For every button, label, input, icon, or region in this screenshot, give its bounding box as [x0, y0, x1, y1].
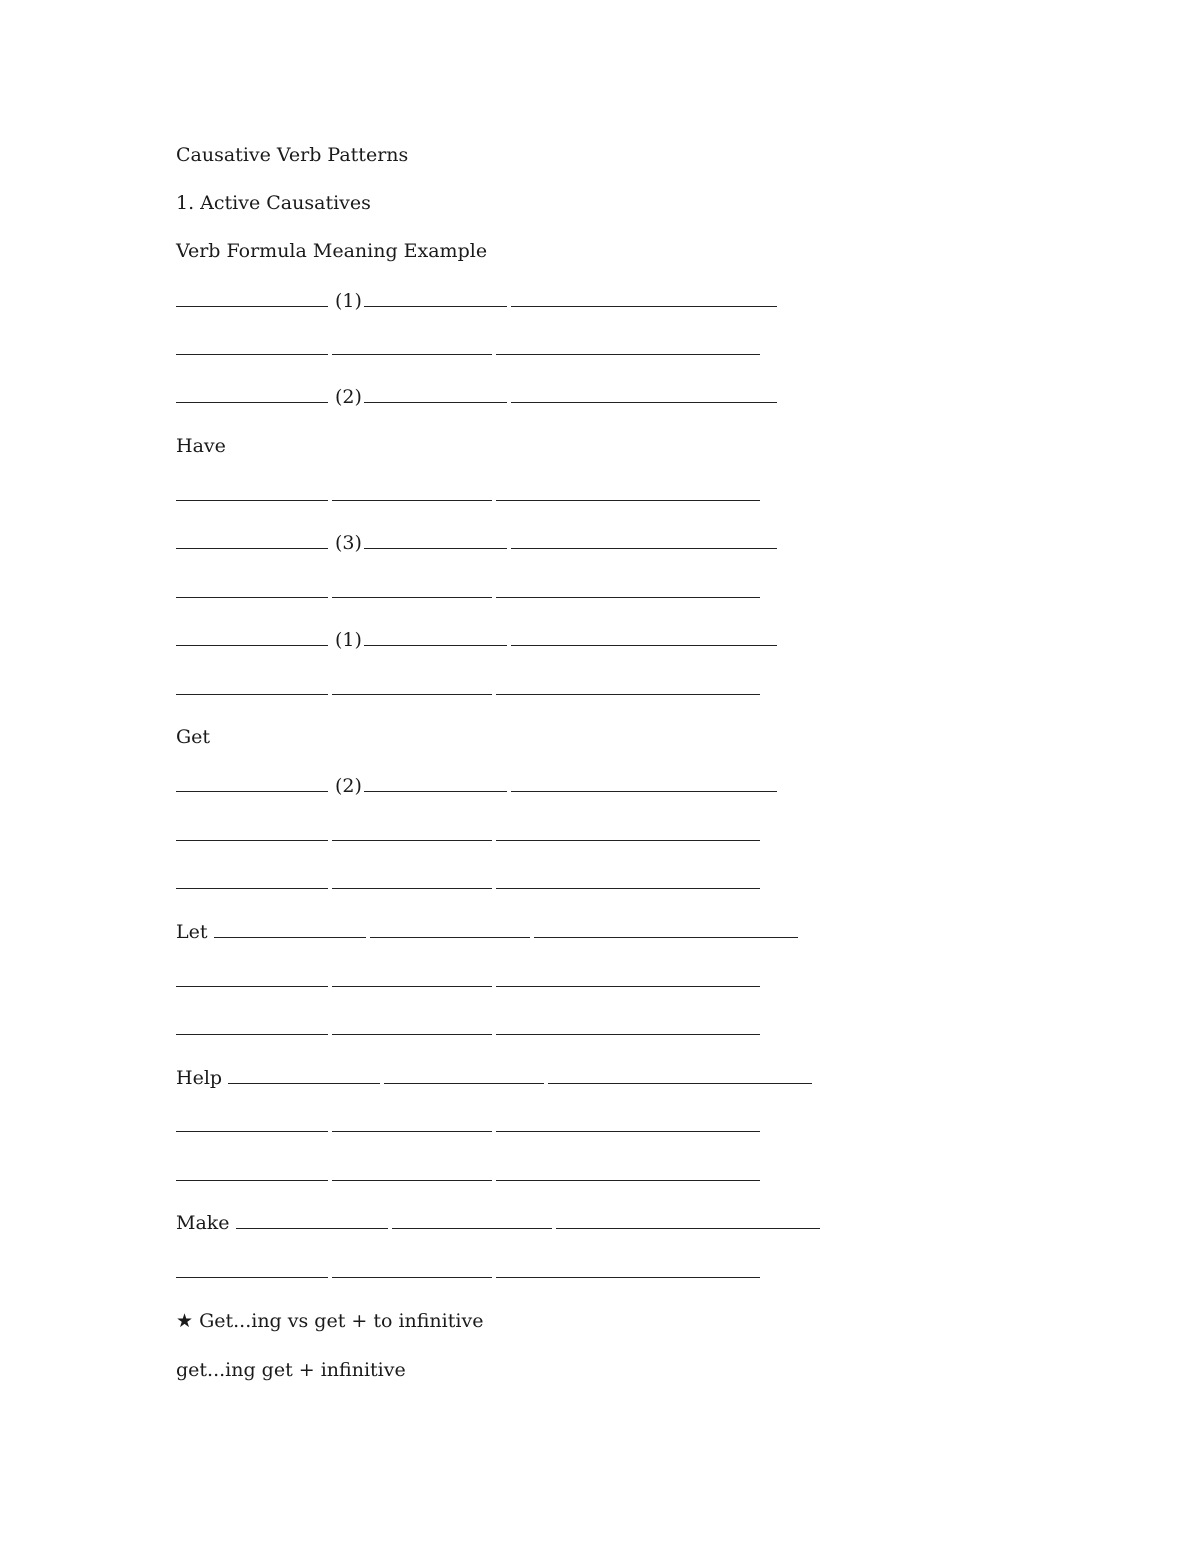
blank-line[interactable]: [364, 644, 507, 646]
blank-line[interactable]: [496, 887, 760, 889]
blank-line[interactable]: [511, 547, 777, 549]
blank-line[interactable]: [236, 1227, 388, 1229]
fill-row: [176, 674, 764, 704]
verb-row-let: [176, 917, 802, 947]
blank-line[interactable]: [534, 936, 798, 938]
blank-line[interactable]: [496, 596, 760, 598]
marker-label: (2): [335, 775, 362, 797]
section-heading: 1. Active Causatives: [176, 192, 371, 214]
blank-line[interactable]: [511, 401, 777, 403]
blank-line[interactable]: [364, 790, 507, 792]
document-title: Causative Verb Patterns: [176, 144, 409, 166]
verb-label-let: Let: [176, 921, 208, 943]
blank-line[interactable]: [496, 1276, 760, 1278]
fill-row: [176, 820, 764, 850]
blank-line[interactable]: [176, 1033, 328, 1035]
blank-line[interactable]: [332, 985, 492, 987]
marker-label: (3): [335, 532, 362, 554]
blank-line[interactable]: [332, 693, 492, 695]
blank-line[interactable]: [176, 353, 328, 355]
blank-line[interactable]: [511, 644, 777, 646]
verb-row-make: [176, 1208, 824, 1238]
blank-line[interactable]: [364, 401, 507, 403]
blank-line[interactable]: [496, 499, 760, 501]
note-heading: ★ Get...ing vs get + to infinitive: [176, 1310, 484, 1332]
verb-label-have: Have: [176, 435, 226, 457]
fill-row: [176, 480, 764, 510]
blank-line[interactable]: [176, 985, 328, 987]
blank-line[interactable]: [176, 644, 328, 646]
blank-line[interactable]: [176, 547, 328, 549]
blank-line[interactable]: [496, 353, 760, 355]
blank-line[interactable]: [556, 1227, 820, 1229]
blank-line[interactable]: [496, 985, 760, 987]
marker-label: (1): [335, 290, 362, 312]
blank-line[interactable]: [548, 1082, 812, 1084]
blank-line[interactable]: [176, 1130, 328, 1132]
blank-line[interactable]: [364, 547, 507, 549]
fill-row: [176, 1111, 764, 1141]
blank-line[interactable]: [496, 693, 760, 695]
blank-line[interactable]: [496, 1179, 760, 1181]
blank-line[interactable]: [176, 1276, 328, 1278]
blank-line[interactable]: [332, 1033, 492, 1035]
blank-line[interactable]: [384, 1082, 544, 1084]
blank-line[interactable]: [496, 839, 760, 841]
fill-row: [176, 1160, 764, 1190]
verb-label-get: Get: [176, 726, 211, 748]
blank-line[interactable]: [176, 596, 328, 598]
blank-line[interactable]: [392, 1227, 552, 1229]
verb-label-help: Help: [176, 1067, 223, 1089]
blank-line[interactable]: [214, 936, 366, 938]
blank-line[interactable]: [176, 305, 328, 307]
fill-row: [176, 1257, 764, 1287]
blank-line[interactable]: [332, 596, 492, 598]
blank-line[interactable]: [332, 1130, 492, 1132]
blank-line[interactable]: [511, 305, 777, 307]
blank-line[interactable]: [332, 499, 492, 501]
verb-row-help: [176, 1063, 816, 1093]
marker-label: (1): [335, 629, 362, 651]
blank-line[interactable]: [176, 401, 328, 403]
blank-line[interactable]: [511, 790, 777, 792]
fill-row: [176, 771, 781, 801]
fill-row: [176, 577, 764, 607]
blank-line[interactable]: [176, 887, 328, 889]
note-subheading: get...ing get + infinitive: [176, 1359, 406, 1381]
blank-line[interactable]: [176, 499, 328, 501]
blank-line[interactable]: [228, 1082, 380, 1084]
fill-row: [176, 528, 781, 558]
blank-line[interactable]: [496, 1033, 760, 1035]
blank-line[interactable]: [332, 1276, 492, 1278]
blank-line[interactable]: [332, 353, 492, 355]
blank-line[interactable]: [332, 1179, 492, 1181]
table-header: Verb Formula Meaning Example: [176, 240, 488, 262]
marker-label: (2): [335, 386, 362, 408]
fill-row: [176, 286, 781, 316]
fill-row: [176, 625, 781, 655]
blank-line[interactable]: [370, 936, 530, 938]
blank-line[interactable]: [364, 305, 507, 307]
blank-line[interactable]: [176, 839, 328, 841]
fill-row: [176, 334, 764, 364]
blank-line[interactable]: [176, 1179, 328, 1181]
blank-line[interactable]: [332, 887, 492, 889]
fill-row: [176, 868, 764, 898]
fill-row: [176, 382, 781, 412]
blank-line[interactable]: [176, 790, 328, 792]
blank-line[interactable]: [332, 839, 492, 841]
blank-line[interactable]: [176, 693, 328, 695]
verb-label-make: Make: [176, 1212, 230, 1234]
blank-line[interactable]: [496, 1130, 760, 1132]
fill-row: [176, 1014, 764, 1044]
fill-row: [176, 966, 764, 996]
